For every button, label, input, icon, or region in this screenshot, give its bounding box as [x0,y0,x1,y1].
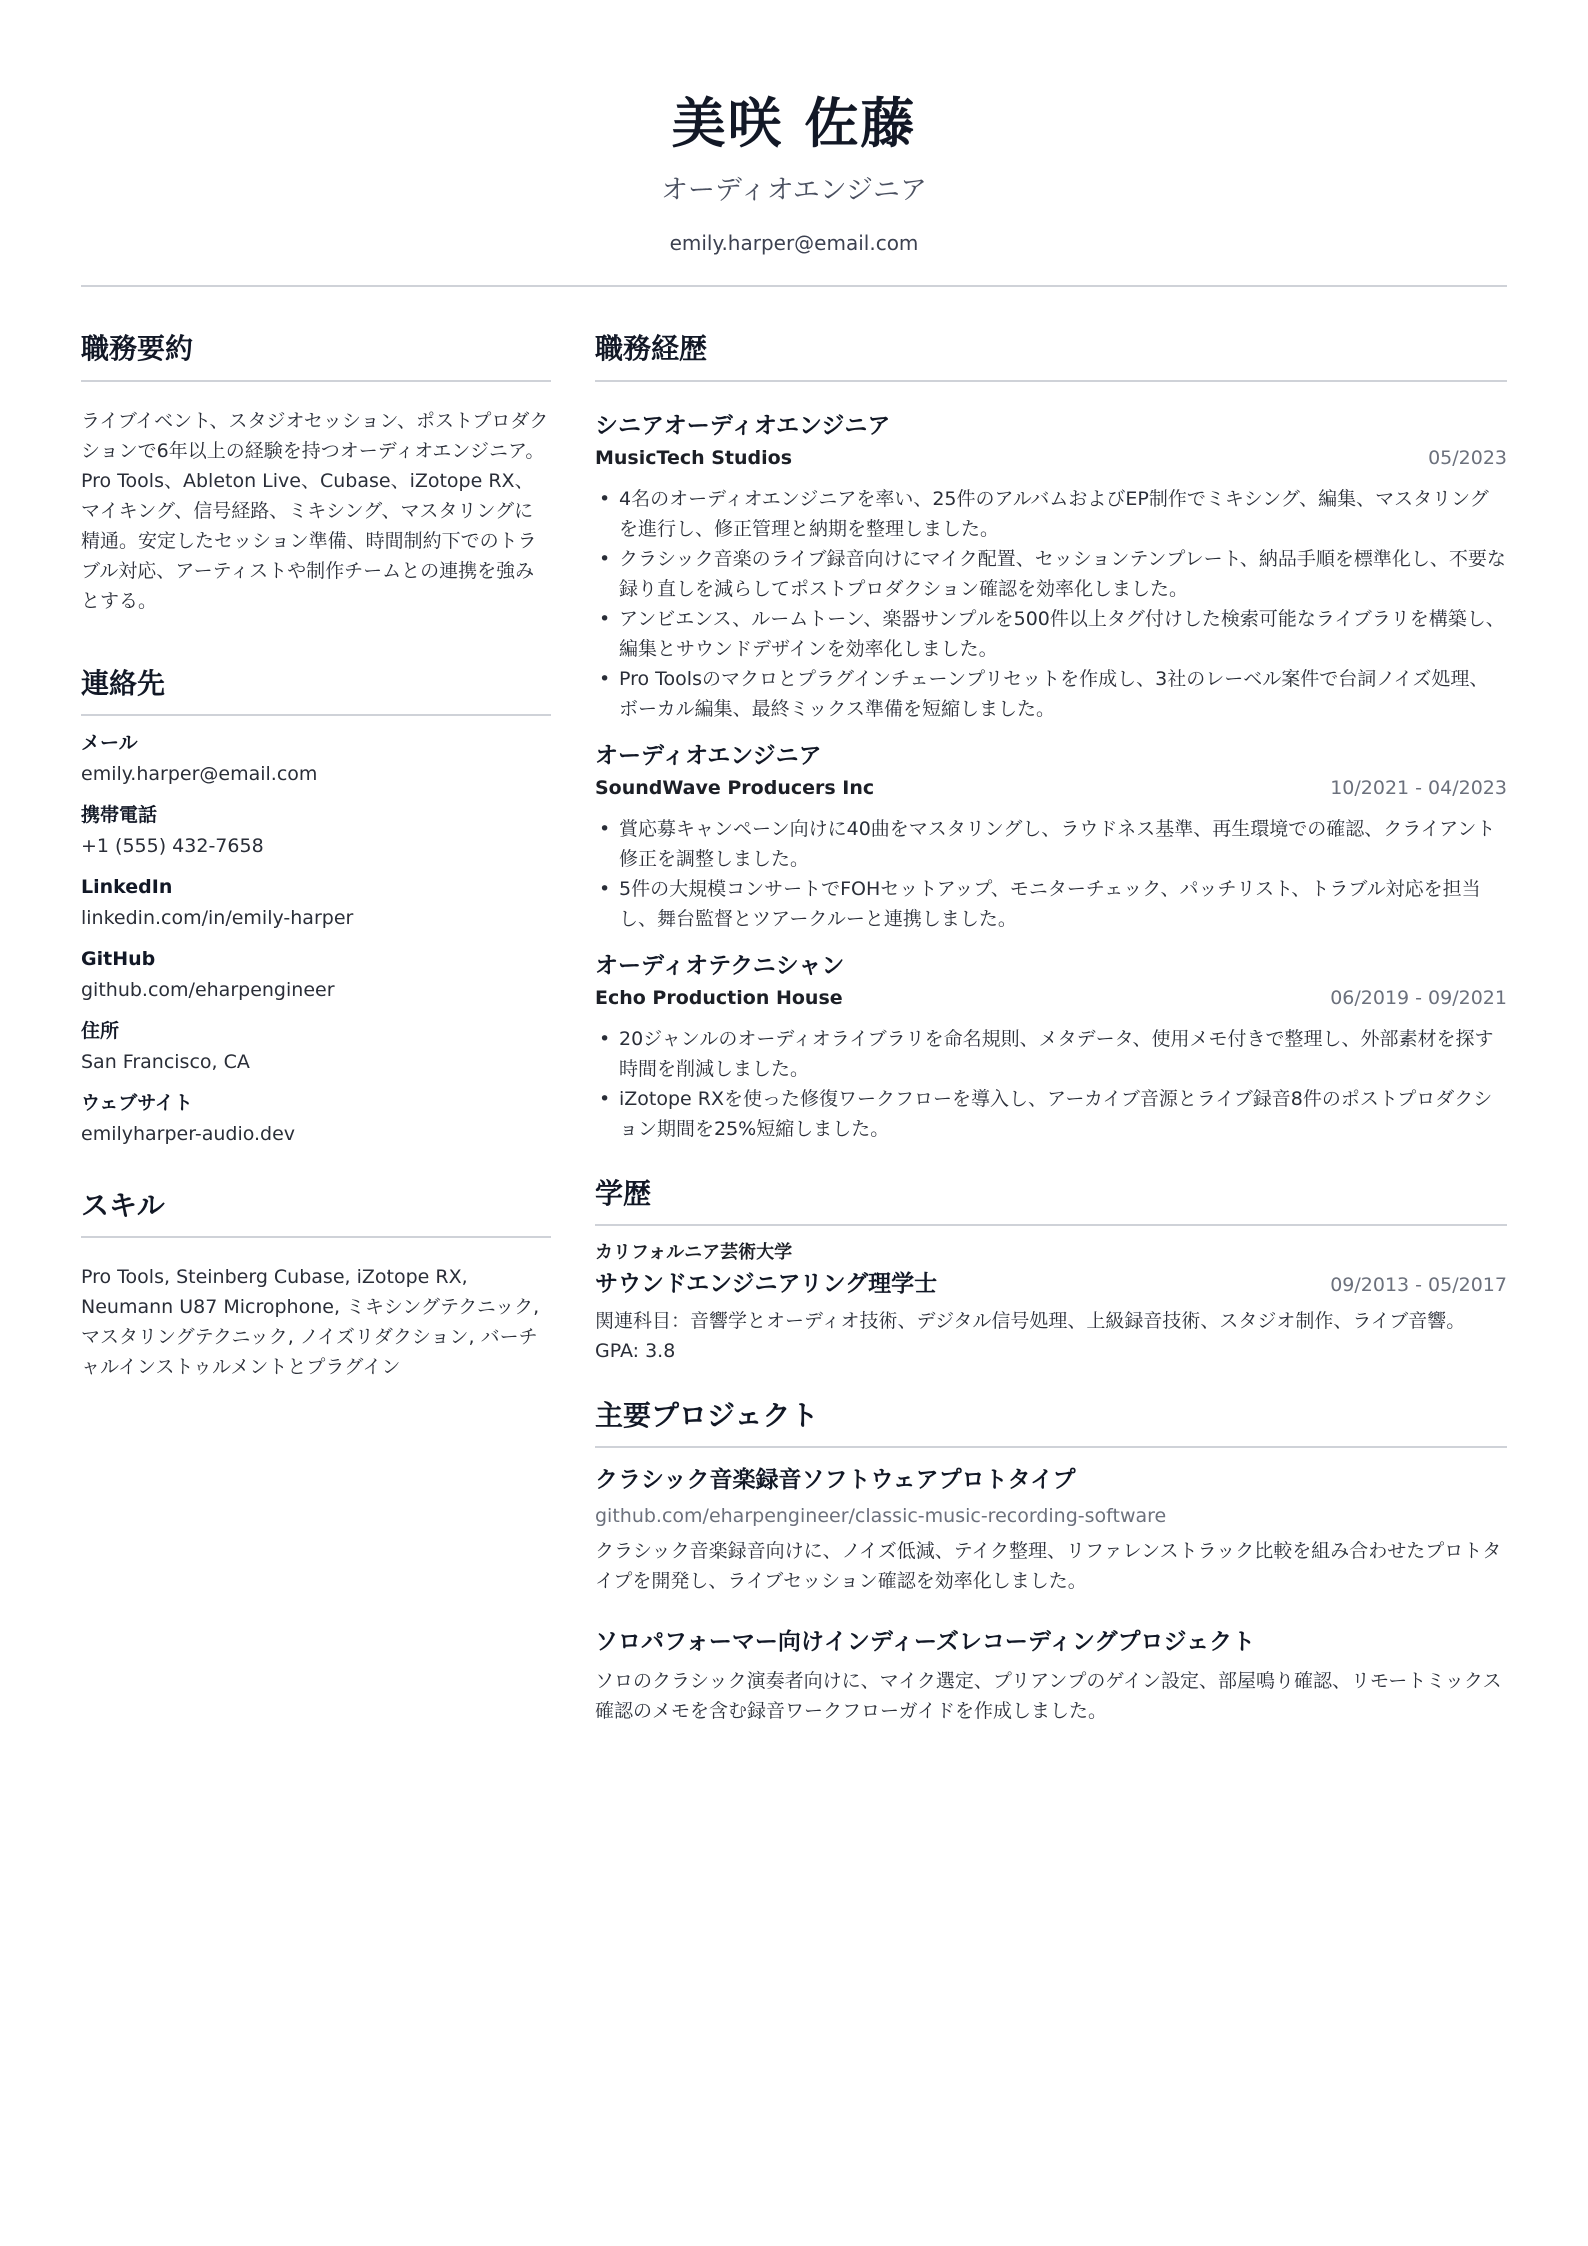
contact-label: メール [81,731,138,754]
job-date: 05/2023 [1428,446,1507,469]
right-column [595,331,1507,1726]
resume-body [81,331,1507,1726]
section-divider [595,1446,1507,1448]
contact-label: ウェブサイト [81,1091,193,1114]
projects-title: 主要プロジェクト [595,1398,819,1432]
header-email: emily.harper@email.com [669,231,919,256]
contact-item [81,1018,551,1076]
education-meta [595,1268,1507,1300]
job-bullet: • クラシック音楽のライブ録音向けにマイク配置、セッションテンプレート、納品手順を標準化し、不要な録り直しを減らしてポストプロダクション確認を効率化しました。 [595,544,1507,604]
summary-section [81,331,551,615]
job-company: MusicTech Studios [595,446,793,469]
contact-website-link[interactable]: emilyharper-audio.dev [81,1122,296,1145]
job-date: 06/2019 - 09/2021 [1330,986,1507,1009]
section-divider [595,380,1507,382]
project-title: ソロパフォーマー向けインディーズレコーディングプロジェクト [595,1629,1256,1656]
contact-label: LinkedIn [81,875,173,898]
section-divider [595,1224,1507,1226]
contact-section [81,666,551,1148]
contact-github-link[interactable]: github.com/eharpengineer [81,978,335,1001]
experience-title: 職務経歴 [595,332,708,366]
contact-label: GitHub [81,947,156,970]
job-title: シニアオーディオエンジニア [595,412,891,439]
project-title: クラシック音楽録音ソフトウェアプロトタイプ [595,1467,1076,1494]
job-bullets [595,484,1507,724]
job-bullet: • 20ジャンルのオーディオライブラリを命名規則、メタデータ、使用メモ付きで整理し、外部素材を探す時間を削減しました。 [595,1024,1507,1084]
job-date: 10/2021 - 04/2023 [1330,776,1507,799]
resume-header [81,0,1507,255]
contact-title: 連絡先 [81,666,166,700]
summary-title: 職務要約 [81,332,194,366]
section-divider [81,1236,551,1238]
skills-title: スキル [81,1188,165,1222]
summary-text: ライブイベント、スタジオセッション、ポストプロダクションで6年以上の経験を持つオーディオエンジニア。Pro Tools、Ableton Live、Cubase、iZotope RX、マイキング、信号経路、ミキシング、マスタリングに精通。安定したセッション準備、時間制約下でのトラブル対応、アーティストや制作チームとの連携を強みとする。 [81,409,549,612]
job-entry [595,950,1507,1144]
job-meta [595,774,1507,802]
contact-list [81,730,551,1148]
job-title: オーディオエンジニア [595,742,822,769]
candidate-role: オーディオエンジニア [660,174,928,206]
skills-text: Pro Tools, Steinberg Cubase, iZotope RX, Neumann U87 Microphone, ミキシングテクニック, マスタリングテクニック, ノイズリダクション, バーチャルインストゥルメントとプラグイン [81,1266,540,1379]
job-entry [595,740,1507,934]
education-section [595,1176,1507,1366]
contact-item [81,946,551,1004]
job-bullet: • 賞応募キャンペーン向けに40曲をマスタリングし、ラウドネス基準、再生環境での確認、クライアント修正を調整しました。 [595,814,1507,874]
candidate-name: 美咲 佐藤 [671,92,917,155]
job-entry [595,410,1507,724]
job-meta [595,984,1507,1012]
school-name: カリフォルニア芸術大学 [595,1241,793,1263]
project-entry [595,1626,1507,1726]
project-link[interactable]: github.com/eharpengineer/classic-music-recording-software [595,1505,1167,1528]
job-company: SoundWave Producers Inc [595,776,875,799]
experience-section [595,331,1507,1143]
contact-address-value: San Francisco, CA [81,1050,250,1073]
job-company: Echo Production House [595,986,843,1009]
education-entry [595,1240,1507,1366]
skills-section [81,1188,551,1382]
education-title: 学歴 [595,1176,652,1210]
section-divider [81,380,551,382]
section-divider [81,714,551,716]
contact-label: 住所 [81,1019,120,1042]
contact-phone-value[interactable]: +1 (555) 432-7658 [81,834,264,857]
job-bullet: • 5件の大規模コンサートでFOHセットアップ、モニターチェック、パッチリスト、トラブル対応を担当し、舞台監督とツアークルーと連携しました。 [595,874,1507,934]
job-bullet: • Pro Toolsのマクロとプラグインチェーンプリセットを作成し、3社のレーベル案件で台詞ノイズ処理、ボーカル編集、最終ミックス準備を短縮しました。 [595,664,1507,724]
education-date: 09/2013 - 05/2017 [1330,1273,1507,1296]
project-entry [595,1464,1507,1596]
projects-section [595,1398,1507,1726]
job-bullet: • 4名のオーディオエンジニアを率い、25件のアルバムおよびEP制作でミキシング、編集、マスタリングを進行し、修正管理と納期を整理しました。 [595,484,1507,544]
job-meta [595,444,1507,472]
left-column [81,331,551,1726]
project-description: ソロのクラシック演奏者向けに、マイク選定、プリアンプのゲイン設定、部屋鳴り確認、リモートミックス確認のメモを含む録音ワークフローガイドを作成しました。 [595,1670,1502,1723]
job-bullets [595,1024,1507,1144]
degree-name: サウンドエンジニアリング理学士 [595,1270,938,1297]
contact-item [81,802,551,860]
contact-item [81,874,551,932]
contact-item [81,730,551,788]
job-title: オーディオテクニシャン [595,952,845,979]
header-divider [81,285,1507,287]
contact-label: 携帯電話 [81,803,158,826]
contact-email-value[interactable]: emily.harper@email.com [81,762,318,785]
job-bullet: • アンビエンス、ルームトーン、楽器サンプルを500件以上タグ付けした検索可能なライブラリを構築し、編集とサウンドデザインを効率化しました。 [595,604,1507,664]
contact-linkedin-link[interactable]: linkedin.com/in/emily-harper [81,906,354,929]
education-details: 関連科目：音響学とオーディオ技術、デジタル信号処理、上級録音技術、スタジオ制作、ライブ音響。GPA: 3.8 [595,1309,1466,1362]
contact-item [81,1090,551,1148]
job-bullet: • iZotope RXを使った修復ワークフローを導入し、アーカイブ音源とライブ録音8件のポストプロダクション期間を25%短縮しました。 [595,1084,1507,1144]
job-bullets [595,814,1507,934]
project-description: クラシック音楽録音向けに、ノイズ低減、テイク整理、リファレンストラック比較を組み合わせたプロトタイプを開発し、ライブセッション確認を効率化しました。 [595,1540,1502,1593]
